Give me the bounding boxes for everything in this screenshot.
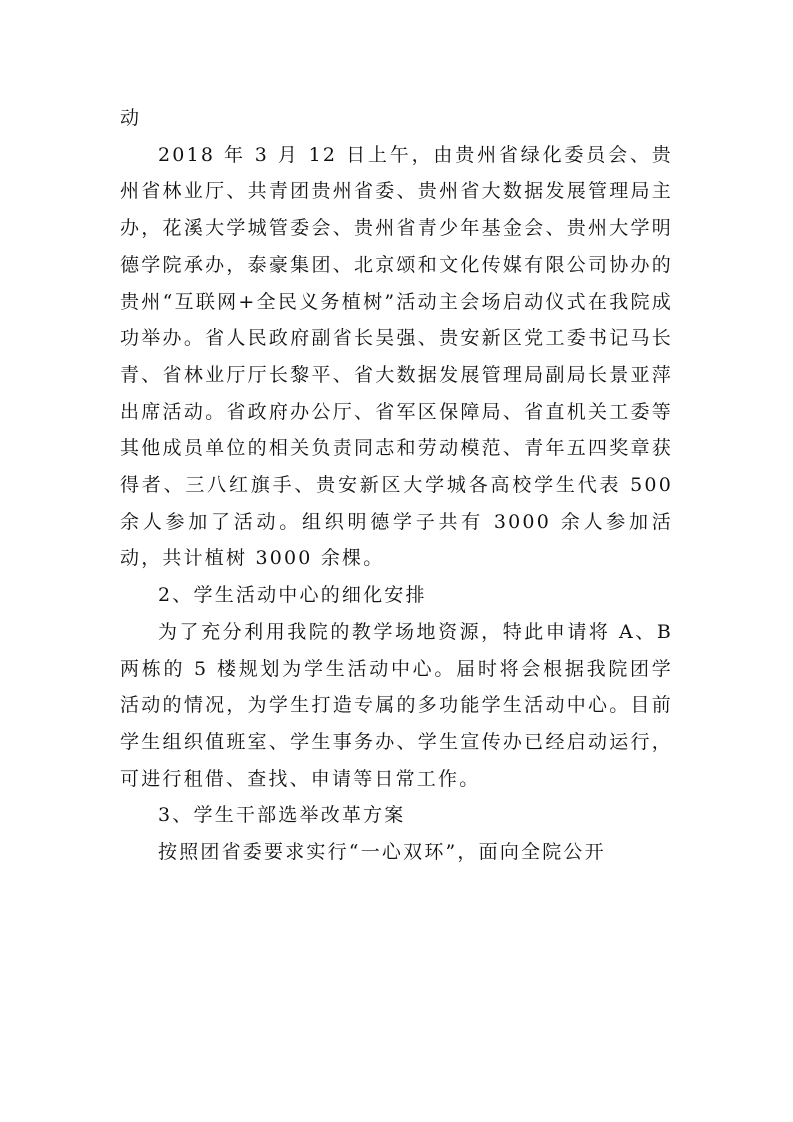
document-body	[120, 100, 673, 871]
paragraph-tree-planting-event: 2018 年 3 月 12 日上午，由贵州省绿化委员会、贵州省林业厅、共青团贵州省委、贵州省大数据发展管理局主办，花溪大学城管委会、贵州省青少年基金会、贵州大学明德学院承办，泰豪集团、北京颂和文化传媒有限公司协办的贵州“互联网+全民义务植树”活动主会场启动仪式在我院成功举办。省人民政府副省长吴强、贵安新区党工委书记马长青、省林业厅厅长黎平、省大数据发展管理局副局长景亚萍出席活动。省政府办公厅、省军区保障局、省直机关工委等其他成员单位的相关负责同志和劳动模范、青年五四奖章获得者、三八红旗手、贵安新区大学城各高校学生代表 500 余人参加了活动。组织明德学子共有 3000 余人参加活动，共计植树 3000 余棵。	[120, 143, 673, 570]
section-heading-election-reform: 3、学生干部选举改革方案	[158, 804, 406, 827]
paragraph-continuation: 动	[120, 107, 142, 129]
paragraph-election-reform: 按照团省委要求实行“一心双环”，面向全院公开	[158, 841, 606, 864]
section-heading-activity-center: 2、学生活动中心的细化安排	[158, 584, 427, 607]
paragraph-activity-center: 为了充分利用我院的教学场地资源，特此申请将 A、B 两栋的 5 楼规划为学生活动中心。届时将会根据我院团学活动的情况，为学生打造专属的多功能学生活动中心。目前学生组织值班室、学生事务办、学生宣传办已经启动运行，可进行租借、查找、申请等日常工作。	[120, 620, 673, 790]
